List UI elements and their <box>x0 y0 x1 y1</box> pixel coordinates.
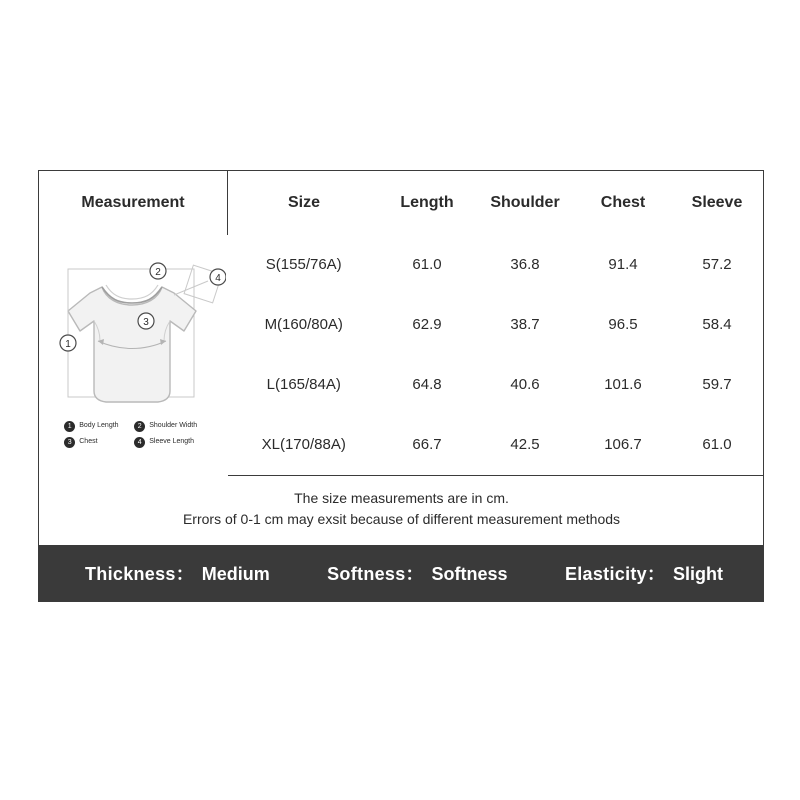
cell-size: L(165/84A) <box>266 376 341 394</box>
cell-sleeve: 58.4 <box>702 316 732 334</box>
property-thickness-colon: ： <box>175 563 194 584</box>
property-softness-label: Softness <box>327 563 406 584</box>
legend-item-chest <box>64 437 134 448</box>
size-table-header <box>39 171 764 235</box>
cell-chest: 96.5 <box>608 316 638 334</box>
size-chart-card <box>38 170 764 602</box>
property-elasticity-label: Elasticity <box>564 563 647 584</box>
property-thickness-label: Thickness <box>85 563 176 584</box>
legend-row <box>64 437 204 448</box>
cell-shoulder: 40.6 <box>510 376 540 394</box>
table-header-row <box>39 171 764 235</box>
legend-label-body-length: Body Length <box>79 422 119 430</box>
cell-chest: 91.4 <box>608 256 638 274</box>
legend-item-shoulder-width <box>134 421 204 432</box>
tshirt-diagram <box>40 235 226 475</box>
legend-label-chest: Chest <box>79 438 98 446</box>
cell-size: S(155/76A) <box>265 256 342 274</box>
property-softness-colon: ： <box>405 563 424 584</box>
notes-row <box>39 475 764 545</box>
cell-shoulder: 38.7 <box>510 316 540 334</box>
cell-chest: 101.6 <box>604 376 642 394</box>
cell-chest: 106.7 <box>576 415 670 475</box>
property-thickness-value: Medium <box>201 563 270 584</box>
cell-sleeve: 61.0 <box>670 415 764 475</box>
legend-badge-4: 4 <box>134 437 145 448</box>
size-table <box>39 171 764 545</box>
svg-text:3: 3 <box>143 317 150 328</box>
legend-item-body-length <box>64 421 134 432</box>
svg-text:2: 2 <box>155 267 162 278</box>
cell-shoulder: 36.8 <box>510 256 540 274</box>
legend-row <box>64 421 204 432</box>
property-thickness <box>85 560 270 586</box>
cell-length: 62.9 <box>412 316 442 334</box>
legend-label-shoulder-width: Shoulder Width <box>149 422 198 430</box>
cell-sleeve: 59.7 <box>702 376 732 394</box>
cell-shoulder: 42.5 <box>474 415 576 475</box>
legend-badge-1: 1 <box>64 421 75 432</box>
tshirt-diagram-cell <box>39 235 228 475</box>
column-header-measurement: Measurement <box>39 171 228 235</box>
column-header-length: Length <box>400 194 454 211</box>
note-line-errors: Errors of 0-1 cm may exsit because of different measurement methods <box>182 511 621 528</box>
column-header-shoulder: Shoulder <box>490 194 560 211</box>
svg-text:4: 4 <box>215 273 222 284</box>
table-row <box>39 235 764 295</box>
legend-item-sleeve-length <box>134 437 204 448</box>
property-elasticity <box>565 560 723 586</box>
cell-size: M(160/80A) <box>264 316 343 334</box>
cell-length: 66.7 <box>380 415 474 475</box>
note-line-units: The size measurements are in cm. <box>294 489 509 506</box>
legend-badge-2: 2 <box>134 421 145 432</box>
property-elasticity-value: Slight <box>672 563 723 584</box>
svg-text:1: 1 <box>65 339 72 350</box>
property-softness-value: Softness <box>431 563 508 584</box>
cell-size: XL(170/88A) <box>228 415 381 475</box>
measurement-notes <box>39 475 764 545</box>
cell-length: 64.8 <box>412 376 442 394</box>
column-header-chest: Chest <box>600 194 646 211</box>
legend-label-sleeve-length: Sleeve Length <box>149 438 195 446</box>
column-header-sleeve: Sleeve <box>691 194 743 211</box>
cell-sleeve: 57.2 <box>702 256 732 274</box>
property-softness <box>327 560 507 586</box>
property-elasticity-colon: ： <box>646 563 665 584</box>
legend-badge-3: 3 <box>64 437 75 448</box>
size-table-body <box>39 235 764 545</box>
column-header-size: Size <box>287 194 320 211</box>
fabric-properties-bar <box>39 545 763 601</box>
diagram-legend <box>64 421 204 453</box>
cell-length: 61.0 <box>412 256 442 274</box>
